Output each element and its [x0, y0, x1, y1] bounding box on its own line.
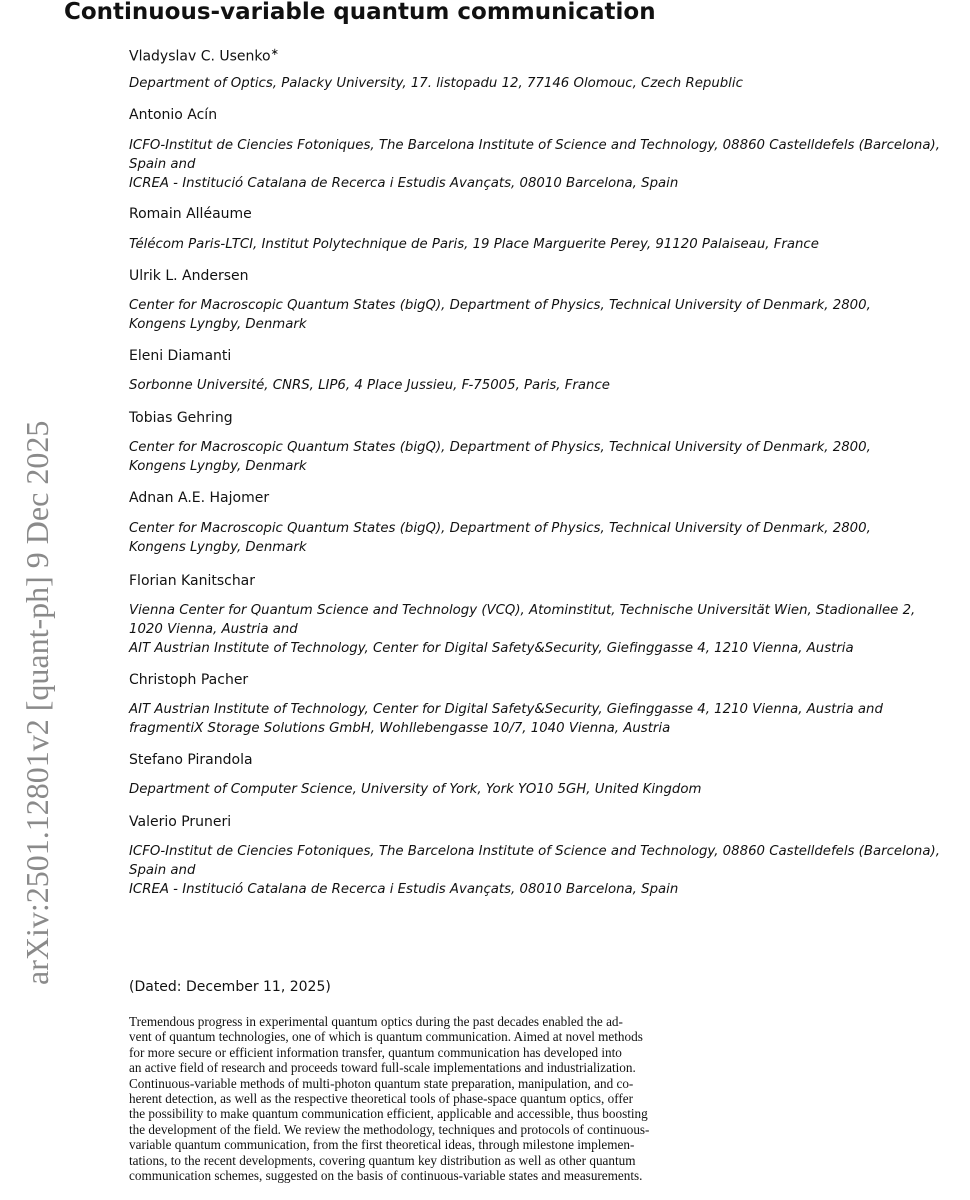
author-affiliation: Department of Optics, Palacky University, 17. listopadu 12, 77146 Olomouc, Czech Republic	[129, 76, 743, 91]
author-affiliation: AIT Austrian Institute of Technology, Center for Digital Safety&Security, Giefinggasse 4, 1210 Vienna, Austria and fragmentiX Storage Solutions GmbH, Wohllebengasse 10/7, 1040 Vienna, Austria	[129, 702, 883, 736]
author-name: Stefano Pirandola	[129, 752, 253, 768]
abstract-line: the possibility to make quantum communication efficient, applicable and accessible, thus boosting	[129, 1106, 648, 1122]
author-name: Romain Alléaume	[129, 206, 252, 222]
abstract-line: herent detection, as well as the respective theoretical tools of phase-space quantum optics, offer	[129, 1091, 633, 1107]
abstract-line: variable quantum communication, from the first theoretical ideas, through milestone implemen-	[129, 1137, 635, 1153]
abstract-line: vent of quantum technologies, one of which is quantum communication. Aimed at novel methods	[129, 1029, 643, 1045]
author-name: Ulrik L. Andersen	[129, 268, 249, 284]
author-name: Antonio Acín	[129, 107, 218, 123]
author-affiliation: Sorbonne Université, CNRS, LIP6, 4 Place Jussieu, F-75005, Paris, France	[129, 378, 610, 393]
abstract-line: communication schemes, suggested on the basis of continuous-variable states and measurements.	[129, 1168, 643, 1184]
author-name: Adnan A.E. Hajomer	[129, 490, 270, 506]
author-name: Tobias Gehring	[129, 410, 233, 426]
corresponding-author-mark: ∗	[270, 47, 279, 58]
arxiv-identifier[interactable]: arXiv:2501.12801v2 [quant-ph] 9 Dec 2025	[19, 420, 55, 985]
dated-line: (Dated: December 11, 2025)	[129, 979, 331, 995]
abstract	[129, 1014, 779, 1183]
author-name: Vladyslav C. Usenko∗	[129, 47, 279, 65]
author-name: Florian Kanitschar	[129, 573, 256, 589]
author-affiliation: Télécom Paris-LTCI, Institut Polytechnique de Paris, 19 Place Marguerite Perey, 91120 Palaiseau, France	[129, 237, 819, 252]
author-name: Valerio Pruneri	[129, 814, 232, 830]
author-name: Eleni Diamanti	[129, 348, 232, 364]
abstract-line: Tremendous progress in experimental quantum optics during the past decades enabled the ad-	[129, 1014, 623, 1029]
author-affiliation: Vienna Center for Quantum Science and Technology (VCQ), Atominstitut, Technische Universität Wien, Stadionallee 2, 1020 Vienna, Austria and AIT Austrian Institute of Technology, Center for Digital Safety&Security, Giefinggasse 4, 1210 Vienna, Austria	[129, 603, 916, 656]
author-affiliation: Center for Macroscopic Quantum States (bigQ), Department of Physics, Technical University of Denmark, 2800, Kongens Lyngby, Denmark	[129, 298, 871, 332]
author-affiliation: ICFO-Institut de Ciencies Fotoniques, The Barcelona Institute of Science and Technology, 08860 Castelldefels (Barcelona), Spain and ICREA - Institució Catalana de Recerca i Estudis Avançats, 08010 Barcelona, Spain	[129, 138, 940, 191]
author-affiliation: Department of Computer Science, University of York, York YO10 5GH, United Kingdom	[129, 782, 702, 797]
author-affiliation: Center for Macroscopic Quantum States (bigQ), Department of Physics, Technical University of Denmark, 2800, Kongens Lyngby, Denmark	[129, 521, 871, 555]
abstract-line: tations, to the recent developments, covering quantum key distribution as well as other quantum	[129, 1152, 636, 1168]
paper-title: Continuous-variable quantum communication	[64, 0, 656, 25]
author-affiliation: Center for Macroscopic Quantum States (bigQ), Department of Physics, Technical University of Denmark, 2800, Kongens Lyngby, Denmark	[129, 440, 871, 474]
abstract-line: for more secure or efficient information transfer, quantum communication has developed into	[129, 1044, 622, 1060]
author-name: Christoph Pacher	[129, 672, 249, 688]
abstract-line: an active field of research and proceeds toward full-scale implementations and industrialization.	[129, 1060, 636, 1076]
abstract-line: Continuous-variable methods of multi-photon quantum state preparation, manipulation, and co-	[129, 1075, 634, 1091]
abstract-line: the development of the field. We review the methodology, techniques and protocols of continuous-	[129, 1121, 650, 1137]
author-affiliation: ICFO-Institut de Ciencies Fotoniques, The Barcelona Institute of Science and Technology, 08860 Castelldefels (Barcelona), Spain and ICREA - Institució Catalana de Recerca i Estudis Avançats, 08010 Barcelona, Spain	[129, 844, 940, 897]
